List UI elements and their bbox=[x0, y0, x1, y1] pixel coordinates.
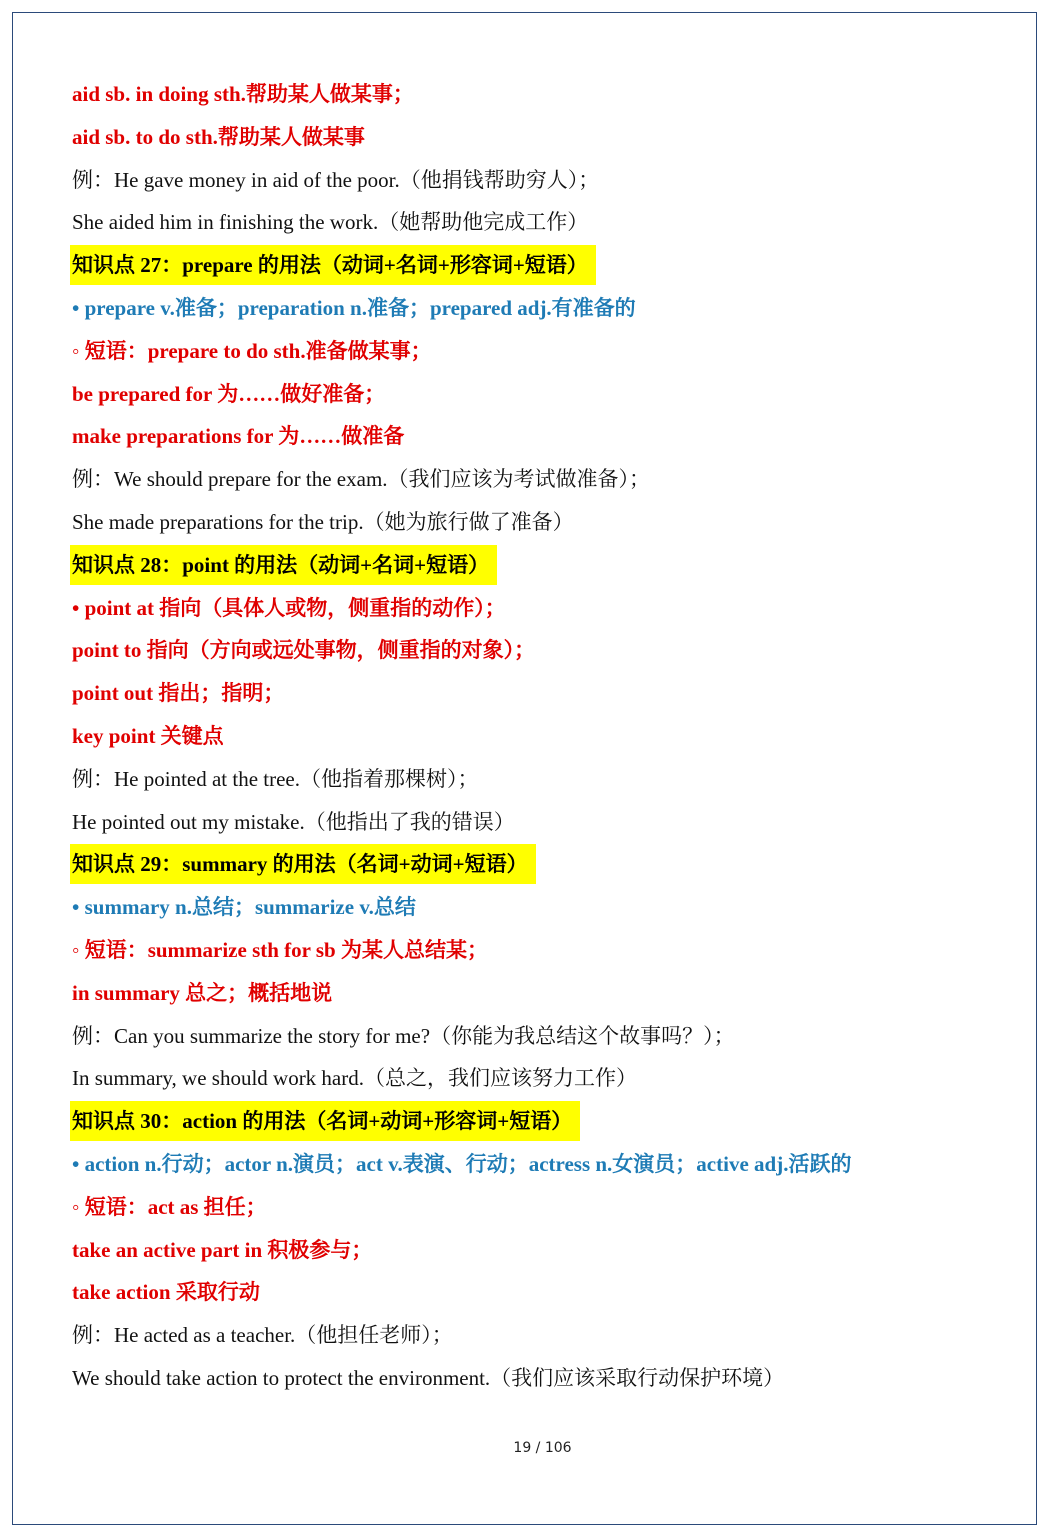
example-line: 例：We should prepare for the exam.（我们应该为考试做准备）； bbox=[72, 467, 651, 492]
phrase-line: key point 关键点 bbox=[72, 723, 224, 748]
section-heading-27: 知识点 27：prepare 的用法（动词+名词+形容词+短语） bbox=[72, 244, 1012, 287]
page-number: 19 / 106 bbox=[513, 1440, 572, 1456]
phrase-line: point to 指向（方向或远处事物，侧重指的对象）； bbox=[72, 638, 536, 663]
phrase-line: take action 采取行动 bbox=[72, 1280, 260, 1305]
document-body bbox=[72, 73, 1012, 1400]
phrase-line: be prepared for 为……做好准备； bbox=[72, 381, 386, 406]
phrase-line: in summary 总之；概括地说 bbox=[72, 980, 333, 1005]
example-line: 例：He acted as a teacher.（他担任老师）； bbox=[72, 1323, 453, 1348]
phrase-line: ◦ 短语：summarize sth for sb 为某人总结某； bbox=[72, 937, 488, 962]
phrase-line: ◦ 短语：prepare to do sth.准备做某事； bbox=[72, 338, 432, 363]
section-heading-28: 知识点 28：point 的用法（动词+名词+短语） bbox=[72, 544, 1012, 587]
example-line: 例：Can you summarize the story for me?（你能为我总结这个故事吗？）； bbox=[72, 1023, 735, 1048]
section-heading-30: 知识点 30：action 的用法（名词+动词+形容词+短语） bbox=[72, 1100, 1012, 1143]
example-line: In summary, we should work hard.（总之，我们应该努力工作） bbox=[72, 1066, 637, 1091]
example-line: 例：He pointed at the tree.（他指着那棵树）； bbox=[72, 766, 479, 791]
word-forms-line: • action n.行动；actor n.演员；act v.表演、行动；actress n.女演员；active adj.活跃的 bbox=[72, 1151, 852, 1176]
example-line: We should take action to protect the environment.（我们应该采取行动保护环境） bbox=[72, 1365, 785, 1390]
example-line: She made preparations for the trip.（她为旅行做了准备） bbox=[72, 509, 574, 534]
phrase-line: • point at 指向（具体人或物，侧重指的动作）； bbox=[72, 595, 506, 620]
word-forms-line: • prepare v.准备；preparation n.准备；prepared adj.有准备的 bbox=[72, 295, 636, 320]
phrase-line: aid sb. to do sth.帮助某人做某事 bbox=[72, 124, 365, 149]
phrase-line: take an active part in 积极参与； bbox=[72, 1237, 373, 1262]
phrase-line: point out 指出；指明； bbox=[72, 681, 285, 706]
phrase-line: ◦ 短语：act as 担任； bbox=[72, 1194, 267, 1219]
phrase-line: make preparations for 为……做准备 bbox=[72, 424, 405, 449]
example-line: She aided him in finishing the work.（她帮助他完成工作） bbox=[72, 210, 589, 235]
section-heading-29: 知识点 29：summary 的用法（名词+动词+短语） bbox=[72, 843, 1012, 886]
example-line: He pointed out my mistake.（他指出了我的错误） bbox=[72, 809, 515, 834]
phrase-line: aid sb. in doing sth.帮助某人做某事； bbox=[72, 82, 414, 106]
word-forms-line: • summary n.总结；summarize v.总结 bbox=[72, 895, 416, 920]
example-line: 例：He gave money in aid of the poor.（他捐钱帮助穷人）； bbox=[72, 167, 600, 192]
